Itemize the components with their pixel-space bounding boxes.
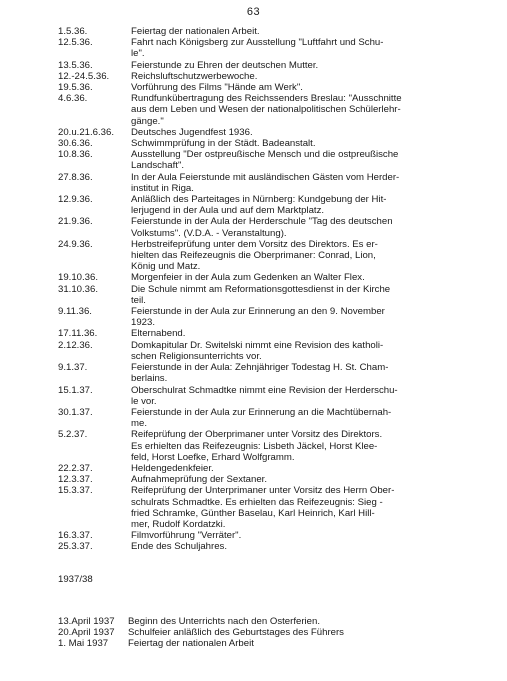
- entry-date: 9.11.36.: [58, 306, 92, 318]
- chronicle-entry: [58, 138, 498, 149]
- entry-text: Reifeprüfung der Oberprimaner unter Vorsitz des Direktors. Es erhielten das Reifezeugnis: Lisbeth Jäckel, Horst Klee- feld, Horst Loefke, Erhard Wolfgramm.: [131, 429, 383, 463]
- chronicle-entry: [58, 328, 498, 339]
- chronicle-entry: [58, 26, 498, 37]
- entry-text: Domkapitular Dr. Switelski nimmt eine Revision des katholi- schen Religionsunterrichts vor.: [131, 339, 384, 362]
- chronicle-entry: [58, 429, 498, 463]
- chronicle-entries: [58, 26, 498, 553]
- entry-date: 16.3.37.: [58, 530, 93, 542]
- entry-date: 31.10.36.: [58, 283, 99, 295]
- entry-text: Herbstreifeprüfung unter dem Vorsitz des Direktors. Es er- hielten das Reifezeugnis die Oberprimaner: Conrad, Lion, König und Matz.: [131, 238, 378, 273]
- entry-text: Feierstunde in der Aula der Herderschule "Tag des deutschen Volkstums". (V.D.A. - Veranstaltung).: [131, 216, 393, 239]
- chronicle-entry: [58, 71, 498, 82]
- chronicle-entry: [58, 306, 498, 328]
- entry-date: 19.10.36.: [58, 272, 99, 284]
- entry-text: Die Schule nimmt am Reformationsgottesdienst in der Kirche teil.: [131, 283, 391, 306]
- chronicle-entry: [58, 541, 498, 552]
- entry-date: 25.3.37.: [58, 541, 93, 553]
- entry-text: Elternabend.: [131, 328, 186, 340]
- entry-date: 15.3.37.: [58, 485, 93, 497]
- entry-date: 30.6.36.: [58, 138, 93, 150]
- entry-date: 12.5.36.: [58, 37, 93, 49]
- chronicle-entry: [58, 60, 498, 71]
- chronicle-entry: [58, 216, 498, 238]
- entry-text: Morgenfeier in der Aula zum Gedenken an Walter Flex.: [131, 272, 365, 284]
- entry-text: Aufnahmeprüfung der Sextaner.: [131, 474, 268, 486]
- entry-text: Oberschulrat Schmadtke nimmt eine Revision der Herderschu- le vor.: [131, 384, 398, 407]
- entry-date: 1.5.36.: [58, 26, 88, 37]
- chronicle-entry: [58, 362, 498, 384]
- entry-date: 13.5.36.: [58, 59, 93, 71]
- entry-text: Ende des Schuljahres.: [131, 541, 227, 553]
- entry-text: Feiertag der nationalen Arbeit.: [131, 26, 260, 37]
- chronicle-entry: [58, 407, 498, 429]
- chronicle-entry: [58, 340, 498, 362]
- entry-date: 27.8.36.: [58, 171, 93, 183]
- entry-text: Feierstunde in der Aula zur Erinnerung an den 9. November 1923.: [131, 306, 385, 329]
- chronicle-entry: [58, 37, 498, 59]
- entry-text: Anläßlich des Parteitages in Nürnberg: Kundgebung der Hit- lerjugend in der Aula und auf dem Marktplatz.: [131, 194, 387, 217]
- entry-date: 4.6.36.: [58, 93, 88, 105]
- entry-date: 9.1.37.: [58, 362, 88, 374]
- entry-date: 5.2.37.: [58, 429, 88, 441]
- entry-text: Vorführung des Films "Hände am Werk".: [131, 82, 303, 94]
- entry-text: Beginn des Unterrichts nach den Osterferien.: [128, 616, 320, 627]
- entry-date: 2.12.36.: [58, 339, 93, 351]
- entry-date: 17.11.36.: [58, 328, 98, 340]
- chronicle-entry: [58, 149, 498, 171]
- entry-text: Ausstellung "Der ostpreußische Mensch und die ostpreußische Landschaft".: [131, 149, 399, 172]
- chronicle-entry: [58, 530, 498, 541]
- entry-date: 12.-24.5.36.: [58, 70, 110, 82]
- entry-text: Feierstunde zu Ehren der deutschen Mutter.: [131, 59, 319, 71]
- entry-date: 21.9.36.: [58, 216, 93, 228]
- entry-date: 10.8.36.: [58, 149, 93, 161]
- entry-text: Rundfunkübertragung des Reichssenders Breslau: "Ausschnitte aus dem Leben und Wesen der nationalpolitischen Schülerlehr- gänge.": [131, 93, 402, 127]
- entry-text: Schwimmprüfung in der Städt. Badeanstalt.: [131, 138, 316, 150]
- year-heading: 1937/38: [58, 574, 93, 585]
- entry-date: 22.2.37.: [58, 462, 93, 474]
- entry-date: 30.1.37.: [58, 406, 93, 418]
- entry-text: Schulfeier anläßlich des Geburtstages des Führers: [128, 627, 344, 639]
- chronicle-entry: [58, 474, 498, 485]
- chronicle-entry: [58, 82, 498, 93]
- entry-text: Reichsluftschutzwerbewoche.: [131, 70, 258, 82]
- entry-text: Feierstunde in der Aula zur Erinnerung an die Machtübernah- me.: [131, 406, 392, 430]
- entry-text: Filmvorführung "Verräter".: [131, 530, 242, 542]
- entry-date: 24.9.36.: [58, 238, 93, 250]
- chronicle-entry: [58, 127, 498, 138]
- entry-text: Fahrt nach Königsberg zur Ausstellung "Luftfahrt und Schu- le".: [131, 37, 384, 60]
- entry-date: 13.April 1937: [58, 616, 115, 627]
- chronicle-entry: [58, 385, 498, 407]
- chronicle-entry: [58, 194, 498, 216]
- entry-date: 12.3.37.: [58, 474, 93, 486]
- entry-text: Feierstunde in der Aula: Zehnjähriger Todestag H. St. Cham- berlains.: [131, 362, 389, 385]
- chronicle-entry: [58, 272, 498, 283]
- page-number: 63: [246, 6, 261, 18]
- entry-date: 19.5.36.: [58, 82, 93, 94]
- entry-date: 12.9.36.: [58, 194, 93, 206]
- chronicle-entry: [58, 627, 498, 638]
- entry-text: Reifeprüfung der Unterprimaner unter Vorsitz des Herrn Ober- schulrats Schmadtke. Es erhielten das Reifezeugnis: Sieg - fried Schramke, Günther Baselau, Karl Heinrich, Karl Hill- mer, Rudolf Kordatzki.: [131, 485, 395, 530]
- entry-date: 20.u.21.6.36.: [58, 126, 115, 138]
- chronicle-entry: [58, 172, 498, 194]
- entry-text: Deutsches Jugendfest 1936.: [131, 126, 253, 138]
- entry-date: 20.April 1937: [58, 627, 115, 639]
- chronicle-entry: [58, 485, 498, 530]
- entry-text: In der Aula Feierstunde mit ausländischen Gästen vom Herder- institut in Riga.: [131, 171, 400, 194]
- entry-date: 1. Mai 1937: [58, 638, 109, 650]
- chronicle-entry: [58, 239, 498, 273]
- chronicle-entry: [58, 463, 498, 474]
- chronicle-entry: [58, 93, 498, 127]
- chronicle-entries-1937: [58, 616, 498, 650]
- entry-text: Feiertag der nationalen Arbeit: [128, 638, 254, 650]
- chronicle-entry: [58, 616, 498, 627]
- entry-date: 15.1.37.: [58, 384, 93, 396]
- chronicle-entry: [58, 284, 498, 306]
- chronicle-entry: [58, 638, 498, 649]
- entry-text: Heldengedenkfeier.: [131, 462, 214, 474]
